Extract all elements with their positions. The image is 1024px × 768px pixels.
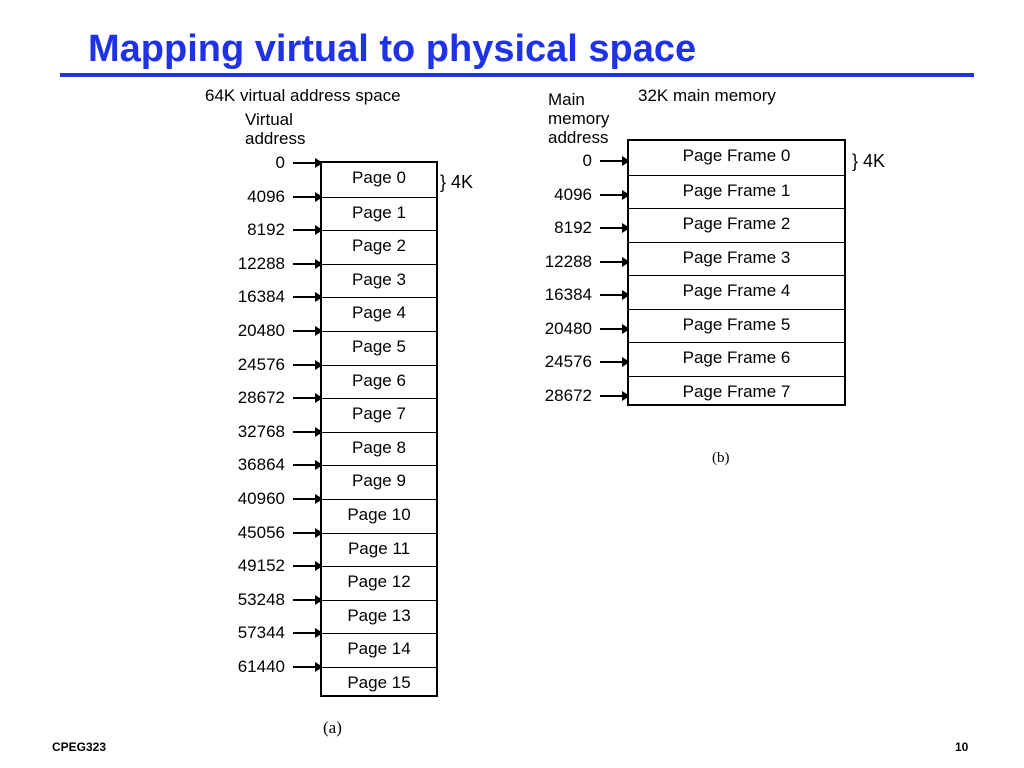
footer-course: CPEG323 xyxy=(52,740,107,754)
virtual-address-value: 16384 xyxy=(237,287,285,307)
physical-address-label-line3: address xyxy=(548,128,609,147)
address-arrow-icon xyxy=(293,431,321,433)
address-arrow-icon xyxy=(600,194,628,196)
physical-address-value: 28672 xyxy=(544,385,592,405)
virtual-address-value: 8192 xyxy=(247,220,285,240)
virtual-page-cell: Page 6 xyxy=(322,365,436,399)
virtual-address-value: 61440 xyxy=(237,657,285,676)
physical-page-size-brace: } 4K xyxy=(852,151,886,171)
virtual-page-cell: Page 5 xyxy=(322,331,436,365)
physical-address-label xyxy=(548,90,609,147)
physical-address-label-line1: Main xyxy=(548,90,585,109)
page-frame-cell: Page Frame 7 xyxy=(629,376,844,410)
virtual-address-label xyxy=(245,110,305,148)
page-frame-cell: Page Frame 5 xyxy=(629,309,844,343)
virtual-page-cell: Page 3 xyxy=(322,264,436,298)
virtual-address-value: 49152 xyxy=(237,556,285,576)
address-arrow-icon xyxy=(293,364,321,366)
virtual-page-cell: Page 7 xyxy=(322,398,436,432)
virtual-page-cell: Page 15 xyxy=(322,667,436,701)
page-frame-cell: Page Frame 2 xyxy=(629,208,844,242)
page-frame-cell: Page Frame 1 xyxy=(629,175,844,209)
address-arrow-icon xyxy=(293,330,321,332)
virtual-address-value: 45056 xyxy=(237,522,285,542)
virtual-address-value: 20480 xyxy=(237,321,285,340)
virtual-page-cell: Page 4 xyxy=(322,297,436,331)
virtual-page-cell: Page 9 xyxy=(322,465,436,499)
address-arrow-icon xyxy=(293,397,321,399)
virtual-page-cell: Page 0 xyxy=(352,168,406,187)
physical-address-value: 12288 xyxy=(544,251,592,271)
physical-address-value: 8192 xyxy=(554,218,592,237)
virtual-page-cell: Page 1 xyxy=(322,197,436,231)
address-arrow-icon xyxy=(600,261,628,263)
address-arrow-icon xyxy=(293,565,321,567)
virtual-page-cell: Page 2 xyxy=(322,230,436,264)
virtual-address-value: 40960 xyxy=(237,489,285,508)
virtual-page-cell: Page 8 xyxy=(322,432,436,466)
address-arrow-icon xyxy=(600,160,628,162)
virtual-page-cell: Page 12 xyxy=(322,566,436,600)
virtual-address-label-line1: Virtual xyxy=(245,110,293,129)
page-frame-cell: Page Frame 4 xyxy=(629,275,844,309)
virtual-address-value: 4096 xyxy=(247,186,285,206)
physical-frame-table xyxy=(627,139,846,406)
virtual-address-value: 53248 xyxy=(237,589,285,609)
physical-address-value: 0 xyxy=(582,151,592,170)
caption-a: (a) xyxy=(323,718,342,737)
address-arrow-icon xyxy=(293,666,321,668)
physical-heading: 32K main memory xyxy=(638,86,776,105)
address-arrow-icon xyxy=(293,296,321,298)
address-arrow-icon xyxy=(293,632,321,634)
virtual-page-size-brace: } 4K xyxy=(440,172,474,192)
address-arrow-icon xyxy=(600,227,628,229)
virtual-address-value: 32768 xyxy=(237,421,285,441)
virtual-page-table xyxy=(320,161,438,697)
virtual-address-value: 0 xyxy=(275,153,285,172)
virtual-address-label-line2: address xyxy=(245,129,306,148)
physical-address-value: 4096 xyxy=(554,184,592,204)
address-arrow-icon xyxy=(293,229,321,231)
physical-address-value: 24576 xyxy=(544,352,592,371)
physical-address-label-line2: memory xyxy=(548,109,610,128)
page-frame-cell: Page Frame 3 xyxy=(629,242,844,276)
virtual-page-cell: Page 10 xyxy=(322,499,436,533)
page-frame-cell: Page Frame 0 xyxy=(682,146,791,165)
address-arrow-icon xyxy=(600,328,628,330)
caption-b: (b) xyxy=(712,450,730,466)
virtual-address-value: 36864 xyxy=(237,455,285,475)
virtual-address-value: 57344 xyxy=(237,623,285,643)
page-frame-cell: Page Frame 6 xyxy=(629,342,844,376)
address-arrow-icon xyxy=(600,361,628,363)
title-underline xyxy=(60,73,974,77)
address-arrow-icon xyxy=(293,464,321,466)
address-arrow-icon xyxy=(600,294,628,296)
address-arrow-icon xyxy=(293,162,321,164)
address-arrow-icon xyxy=(293,599,321,601)
physical-address-value: 16384 xyxy=(544,285,592,304)
virtual-address-value: 28672 xyxy=(237,388,285,408)
address-arrow-icon xyxy=(293,196,321,198)
address-arrow-icon xyxy=(600,395,628,397)
physical-address-value: 20480 xyxy=(544,318,592,338)
virtual-address-value: 24576 xyxy=(237,354,285,374)
virtual-heading: 64K virtual address space xyxy=(205,86,401,105)
footer-page-number: 10 xyxy=(955,740,969,754)
virtual-page-cell: Page 13 xyxy=(322,600,436,634)
address-arrow-icon xyxy=(293,532,321,534)
address-arrow-icon xyxy=(293,498,321,500)
virtual-address-value: 12288 xyxy=(237,253,285,273)
virtual-page-cell: Page 11 xyxy=(322,533,436,567)
virtual-page-cell: Page 14 xyxy=(322,633,436,667)
slide-title: Mapping virtual to physical space xyxy=(88,28,697,70)
address-arrow-icon xyxy=(293,263,321,265)
